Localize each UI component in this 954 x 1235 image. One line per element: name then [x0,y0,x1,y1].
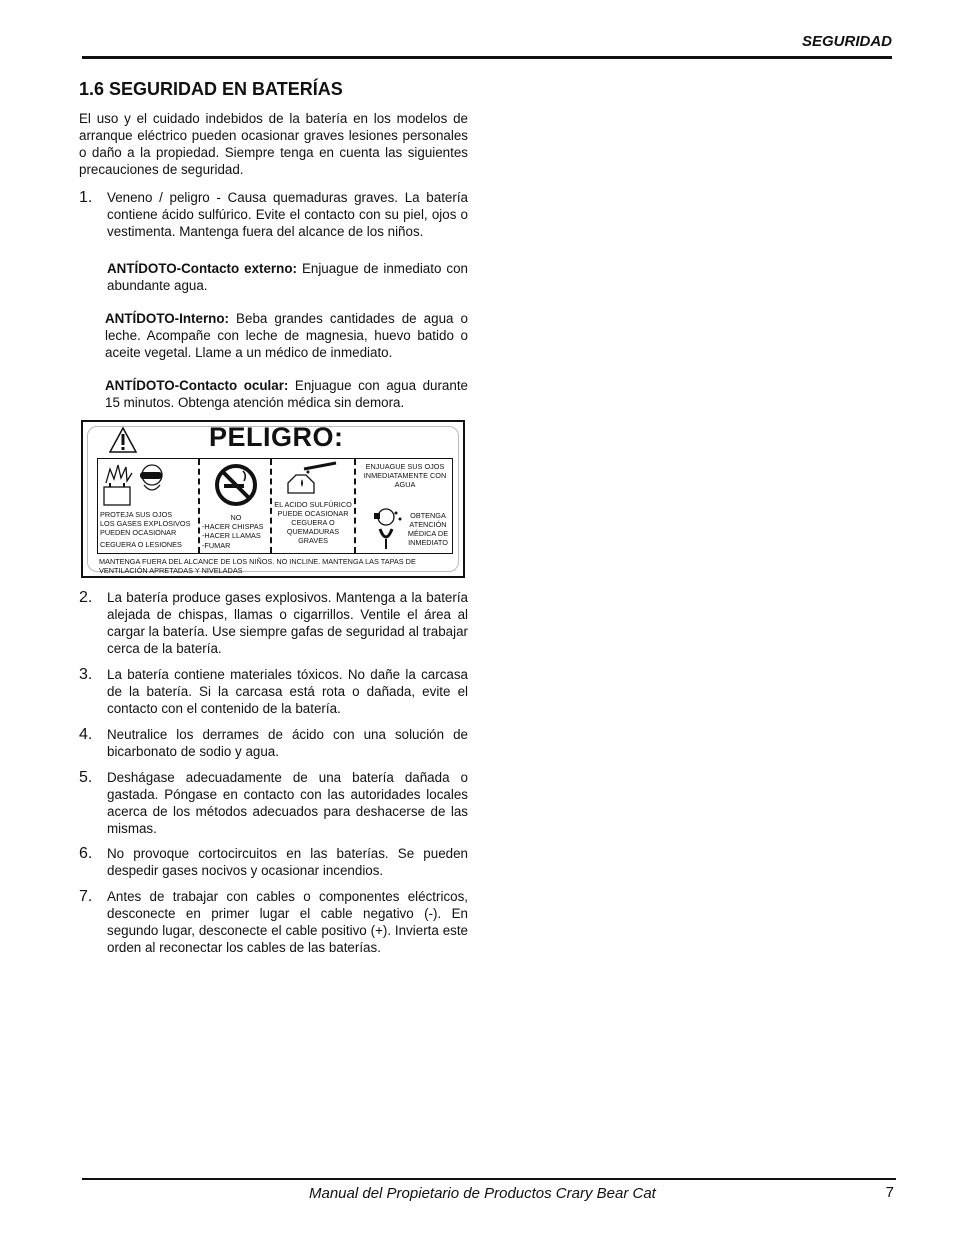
list-item-6 [79,845,468,879]
list-item-1 [79,189,468,240]
footer-manual-title: Manual del Propietario de Productos Crary Bear Cat [309,1185,656,1202]
antidote-label: ANTÍDOTO-Interno: [105,311,229,326]
panel2-line4: -FUMAR [202,541,231,550]
panel-divider [270,459,272,553]
panel1-line1: PROTEJA SUS OJOS [100,510,173,519]
list-item-text: No provoque cortocircuitos en las baterías. Se pueden despedir gases nocivos y ocasionar incendios. [107,846,468,878]
antidote-ocular [105,377,468,411]
list-item-7 [79,888,468,956]
list-item-number: 5. [79,769,93,786]
list-item-text: La batería produce gases explosivos. Mantenga a la batería alejada de chispas, llamas o cigarrillos. Ventile el área al cargar la batería. Use siempre gafas de seguridad al trabajar cerca de la batería. [107,590,468,656]
panel1-line2: LOS GASES EXPLOSIVOS [100,519,191,528]
list-item-number: 6. [79,845,93,862]
panel3-text: EL ACIDO SULFÚRICO PUEDE OCASIONAR CEGUERA O QUEMADURAS GRAVES [274,500,352,545]
list-item-number: 2. [79,589,93,606]
list-item-2 [79,589,468,657]
header-rule [82,56,892,59]
label-title: PELIGRO: [209,422,344,452]
header-section-label: SEGURIDAD [801,33,892,50]
danger-warning-label [81,420,465,578]
list-item-3 [79,666,468,717]
panel4-bottom-text: OBTENGA ATENCIÓN MÉDICA DE INMEDIATO [407,511,449,547]
panel2-line3: -HACER LLAMAS [202,531,261,540]
panel2-line1: NO [230,513,242,522]
list-item-number: 4. [79,726,93,743]
panel1-line4: CEGUERA O LESIONES [100,540,182,549]
section-title: 1.6 SEGURIDAD EN BATERÍAS [79,79,343,99]
list-item-text: Deshágase adecuadamente de una batería dañada o gastada. Póngase en contacto con las autoridades locales acerca de los métodos adecuados para deshacerse de las mismas. [107,770,468,836]
label-footer-text: MANTENGA FUERA DEL ALCANCE DE LOS NIÑOS. NO INCLINE. MANTENGA LAS TAPAS DE VENTILACIÓN APRETADAS Y NIVELADAS [99,557,416,575]
list-item-text: Veneno / peligro - Causa quemaduras graves. La batería contiene ácido sulfúrico. Evite el contacto con su piel, ojos o vestimenta. Mantenga fuera del alcance de los niños. [107,190,468,239]
list-item-number: 1. [79,189,93,206]
antidote-external [107,260,468,294]
list-item-text: Antes de trabajar con cables o componentes eléctricos, desconecte en primer lugar el cable negativo (-). En segundo lugar, desconecte el cable positivo (+). Invierta este orden al reconectar los cables de las baterías. [107,889,468,955]
list-item-text: La batería contiene materiales tóxicos. No dañe la carcasa de la batería. Si la carcasa está rota o dañada, evite el contacto con el contenido de la batería. [107,667,468,716]
battery-explosion-goggles-icon [100,461,170,509]
list-item-4 [79,726,468,760]
panel2-line2: -HACER CHISPAS [202,522,264,531]
list-item-number: 3. [79,666,93,683]
list-item-number: 7. [79,888,93,905]
footer-rule [82,1178,896,1180]
list-item-5 [79,769,468,837]
label-panel [97,458,453,554]
antidote-label: ANTÍDOTO-Contacto externo: [107,261,297,276]
antidote-label: ANTÍDOTO-Contacto ocular: [105,378,289,393]
antidote-text: Beba grandes cantidades de agua o leche. Acompañe con leche de magnesia, huevo batido o aceite vegetal. Llame a un médico de inmediato. [105,311,468,360]
panel4-top-text: ENJUAGUE SUS OJOS INMEDIATAMENTE CON AGUA [363,462,447,489]
antidote-text: Enjuague con agua durante 15 minutos. Obtenga atención médica sin demora. [105,378,468,410]
list-item-text: Neutralice los derrames de ácido con una solución de bicarbonato de sodio y agua. [107,727,468,759]
panel1-line3: PUEDEN OCASIONAR [100,528,177,537]
no-smoking-icon [214,463,258,507]
panel-divider [198,459,200,553]
acid-corrosion-icon [284,461,344,497]
panel-divider [354,459,356,553]
antidote-text: Enjuague de inmediato con abundante agua. [107,261,468,293]
warning-triangle-icon [109,427,137,453]
antidote-internal [105,310,468,361]
page-number: 7 [885,1184,894,1201]
intro-paragraph: El uso y el cuidado indebidos de la batería en los modelos de arranque eléctrico pueden ocasionar graves lesiones personales o daño a la propiedad. Siempre tenga en cuenta las siguientes precauciones de seguridad. [79,111,468,177]
